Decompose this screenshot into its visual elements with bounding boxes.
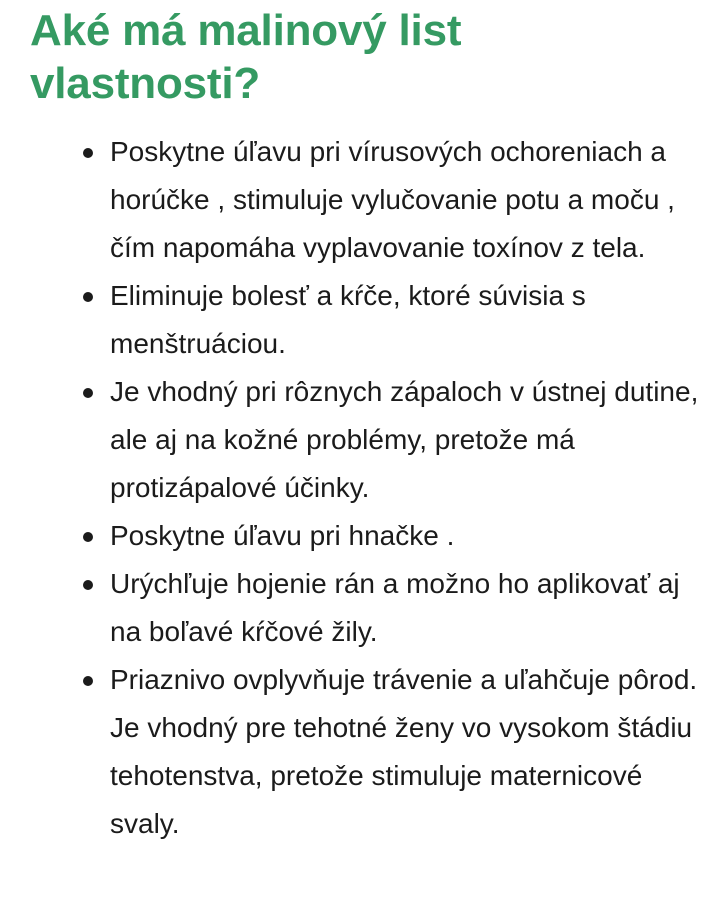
list-item: [0, 128, 720, 272]
list-item: [0, 272, 720, 368]
bullet-icon: [83, 292, 93, 302]
bullet-icon: [83, 148, 93, 158]
list-item-text: Je vhodný pri rôznych zápaloch v ústnej dutine, ale aj na kožné problémy, pretože má protizápalové účinky.: [110, 376, 699, 503]
properties-list: [0, 128, 720, 848]
list-item: [0, 560, 720, 656]
bullet-icon: [83, 580, 93, 590]
article-heading: Aké má malinový list vlastnosti?: [30, 6, 462, 108]
list-item-text: Poskytne úľavu pri vírusových ochoreniach a horúčke , stimuluje vylučovanie potu a moču , čím napomáha vyplavovanie toxínov z tela.: [110, 136, 675, 263]
list-item: [0, 368, 720, 512]
list-item: [0, 656, 720, 848]
list-item-text: Eliminuje bolesť a kŕče, ktoré súvisia s menštruáciou.: [110, 280, 586, 359]
bullet-icon: [83, 388, 93, 398]
list-item-text: Poskytne úľavu pri hnačke .: [110, 520, 455, 551]
list-item-text: Urýchľuje hojenie rán a možno ho aplikovať aj na boľavé kŕčové žily.: [110, 568, 680, 647]
bullet-icon: [83, 532, 93, 542]
bullet-icon: [83, 676, 93, 686]
list-item: [0, 512, 720, 560]
list-item-text: Priaznivo ovplyvňuje trávenie a uľahčuje pôrod. Je vhodný pre tehotné ženy vo vysokom štádiu tehotenstva, pretože stimuluje maternicové svaly.: [110, 664, 698, 839]
